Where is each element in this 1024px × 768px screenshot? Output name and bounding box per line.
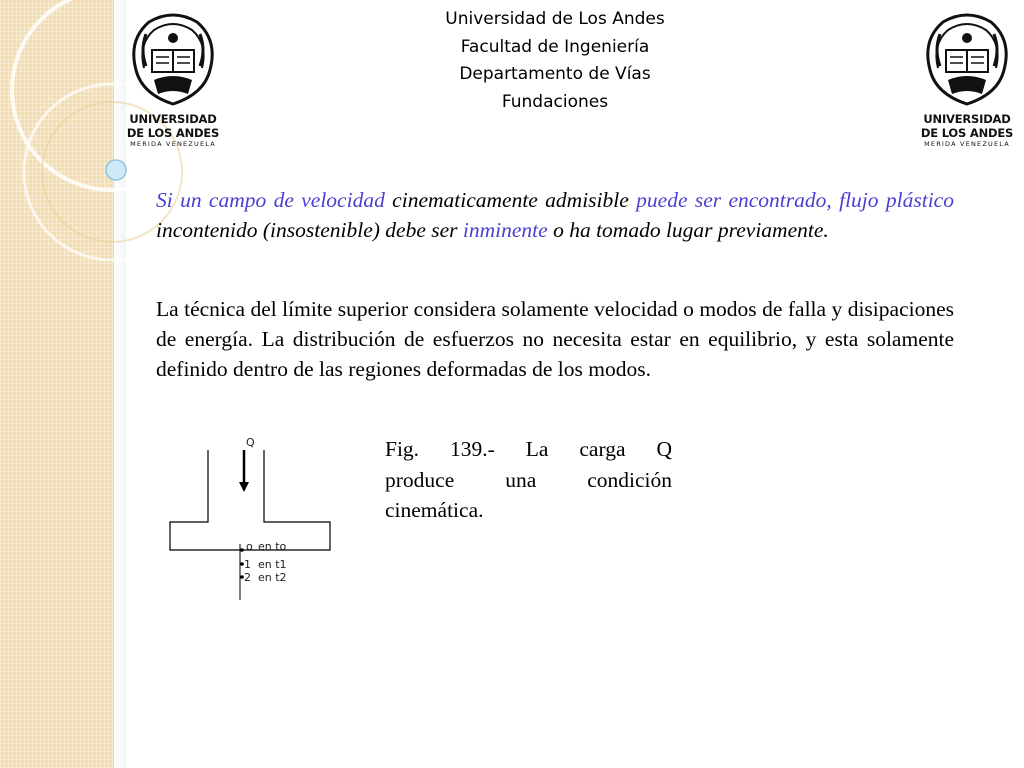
paragraph-kinematic-field [156, 185, 954, 245]
pos2-label: 2 [244, 571, 251, 584]
position-marker-0 [240, 548, 244, 552]
pos2-text: en t2 [258, 571, 287, 584]
para1-segment: o ha tomado lugar previamente. [547, 218, 829, 242]
caption-line: Fig. 139.- La carga Q [385, 437, 672, 461]
para1-segment: incontenido (insostenible) debe ser [156, 218, 463, 242]
footing-diagram [160, 428, 350, 608]
university-logo-right [918, 10, 1016, 150]
university-logo-left [124, 10, 222, 150]
pos0-text: en to [258, 540, 287, 553]
para1-segment: inminente [462, 218, 548, 242]
figure-caption [385, 434, 672, 526]
header-department: Departamento de Vías [459, 64, 651, 84]
para1-segment: plástico [885, 188, 954, 212]
logo-name-line2: DE LOS ANDES [920, 126, 1014, 140]
decorative-dot-icon [106, 160, 126, 180]
university-seal-icon [124, 10, 222, 110]
para1-segment: Si un campo de velocidad [156, 188, 393, 212]
para1-segment: puede ser encontrado, flujo [628, 188, 886, 212]
logo-name-line2: DE LOS ANDES [126, 126, 220, 140]
load-arrow-head [239, 482, 249, 492]
university-seal-icon [918, 10, 1016, 110]
logo-city-line: MERIDA VENEZUELA [924, 140, 1010, 148]
page-header [380, 6, 730, 116]
header-university: Universidad de Los Andes [445, 9, 665, 29]
paragraph-upper-bound: La técnica del límite superior considera solamente velocidad o modos de falla y disipaciones de energía. La distribución de esfuerzos no necesita estar en equilibrio, y esta solamente definido dentro de las regiones deformadas de los modos. [156, 297, 954, 381]
logo-city-line: MERIDA VENEZUELA [130, 140, 216, 148]
load-label: Q [246, 436, 255, 449]
caption-line: produce una condición [385, 467, 672, 492]
logo-name-line1: UNIVERSIDAD [923, 112, 1011, 126]
footing-outline [170, 450, 330, 550]
pos1-text: en t1 [258, 558, 287, 571]
pos0-label: o [246, 540, 253, 553]
para1-segment: cinematicamente admisible [392, 188, 629, 212]
caption-line: cinemática. [385, 498, 484, 522]
header-course: Fundaciones [501, 91, 609, 112]
header-faculty: Facultad de Ingeniería [460, 36, 650, 57]
pos1-label: 1 [244, 558, 251, 571]
logo-name-line1: UNIVERSIDAD [129, 112, 217, 126]
